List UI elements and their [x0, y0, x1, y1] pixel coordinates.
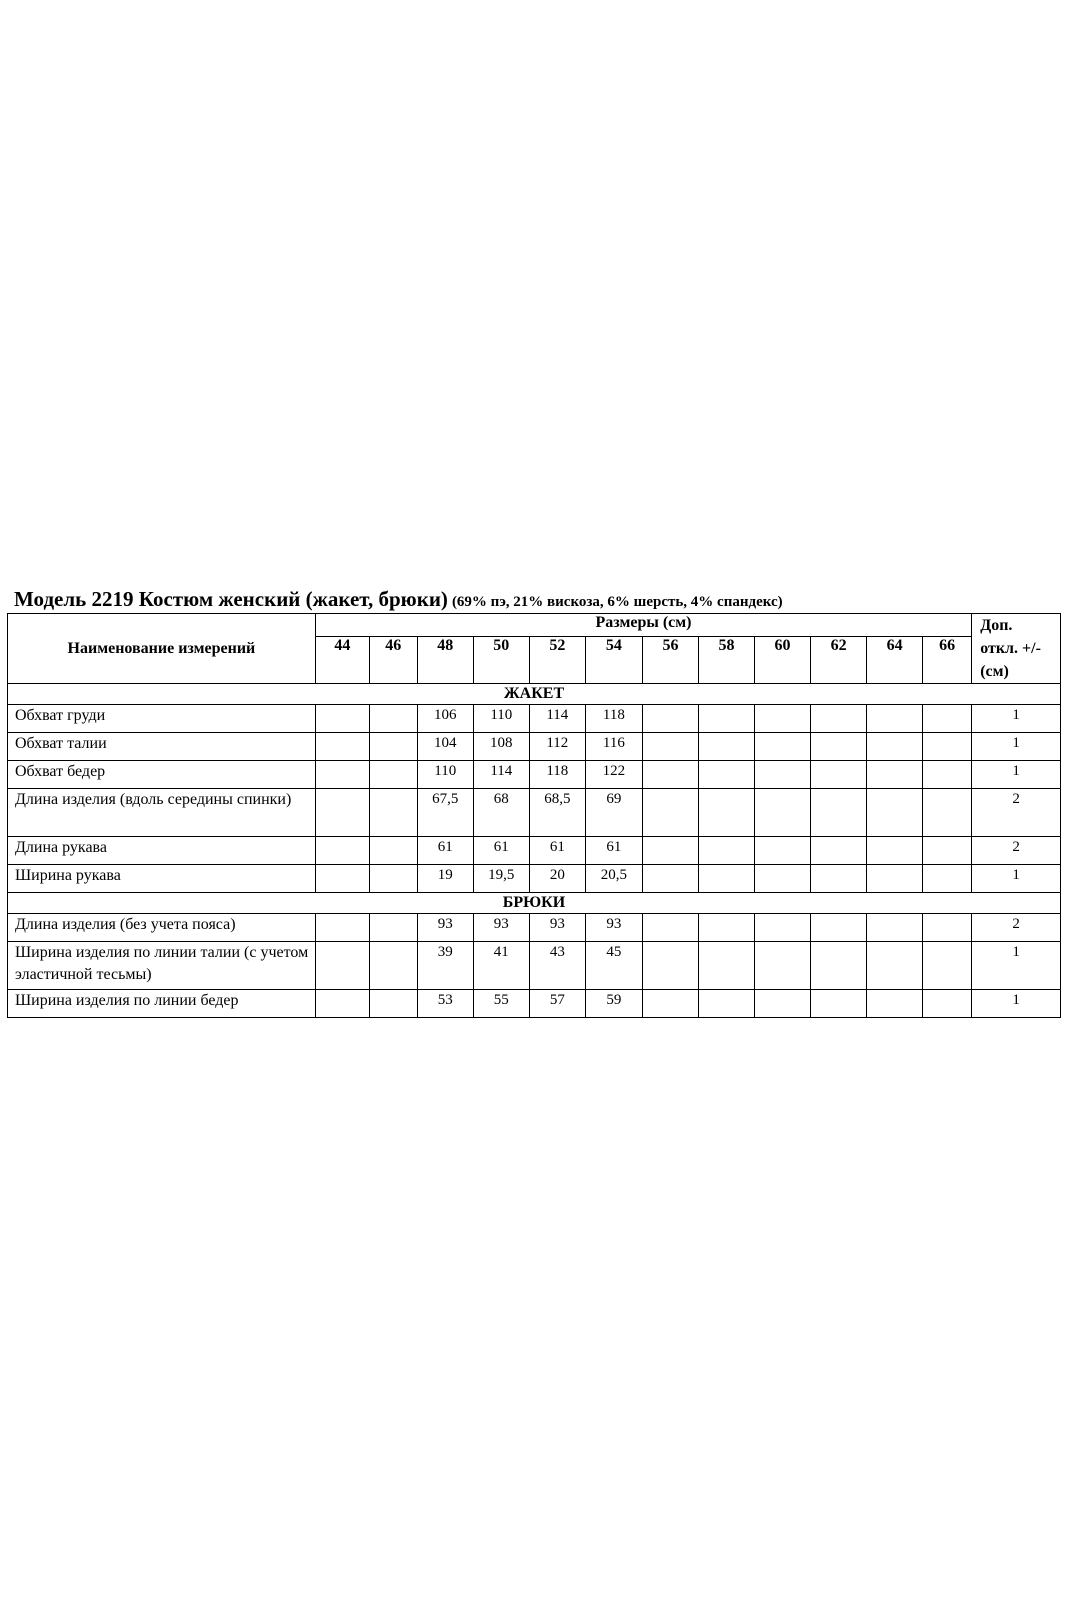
- measurement-value: [867, 865, 923, 893]
- measurement-value: [811, 761, 867, 789]
- measurement-value: 69: [585, 789, 642, 837]
- measurement-value: 67,5: [417, 789, 473, 837]
- measurement-value: [755, 865, 811, 893]
- measurement-value: 112: [529, 733, 585, 761]
- measurement-value: [369, 914, 417, 942]
- measurement-value: [642, 789, 698, 837]
- measurement-value: [811, 733, 867, 761]
- measurement-value: [369, 865, 417, 893]
- measurement-value: [698, 761, 754, 789]
- size-header-cell: 64: [867, 636, 923, 683]
- tolerance-value: 1: [972, 705, 1061, 733]
- measurement-value: [755, 761, 811, 789]
- measurement-value: [698, 789, 754, 837]
- measurement-value: [923, 837, 972, 865]
- measurement-value: 61: [529, 837, 585, 865]
- measurement-value: [923, 705, 972, 733]
- measurement-value: [698, 733, 754, 761]
- measurement-value: [315, 789, 369, 837]
- measurement-value: 59: [585, 990, 642, 1018]
- tolerance-value: 1: [972, 865, 1061, 893]
- measurement-name: Длина изделия (без учета пояса): [8, 914, 316, 942]
- measurement-value: [642, 865, 698, 893]
- table-row: [8, 914, 1061, 942]
- section-title: БРЮКИ: [8, 893, 1061, 914]
- measurement-value: 61: [585, 837, 642, 865]
- measurement-value: [867, 789, 923, 837]
- measurement-name-header: Наименование измерений: [8, 614, 316, 684]
- measurement-value: 93: [529, 914, 585, 942]
- measurement-name: Обхват талии: [8, 733, 316, 761]
- measurement-value: [867, 942, 923, 990]
- measurement-name: Ширина рукава: [8, 865, 316, 893]
- sizes-header: Размеры (см): [315, 614, 971, 637]
- tolerance-value: 1: [972, 942, 1061, 990]
- measurement-value: [755, 942, 811, 990]
- measurement-value: [315, 990, 369, 1018]
- size-header-cell: 62: [811, 636, 867, 683]
- measurement-value: 116: [585, 733, 642, 761]
- measurement-value: [811, 789, 867, 837]
- measurement-value: [755, 733, 811, 761]
- measurement-name: Длина изделия (вдоль середины спинки): [8, 789, 316, 837]
- measurement-value: [867, 761, 923, 789]
- measurement-value: 93: [473, 914, 529, 942]
- measurement-value: [811, 942, 867, 990]
- measurement-name: Ширина изделия по линии талии (с учетом эластичной тесьмы): [8, 942, 316, 990]
- measurement-name: Ширина изделия по линии бедер: [8, 990, 316, 1018]
- table-row: [8, 789, 1061, 837]
- measurement-value: 53: [417, 990, 473, 1018]
- section-row: [8, 684, 1061, 705]
- table-row: [8, 761, 1061, 789]
- size-header-cell: 56: [642, 636, 698, 683]
- section-title: ЖАКЕТ: [8, 684, 1061, 705]
- measurement-value: [369, 837, 417, 865]
- measurement-value: [867, 914, 923, 942]
- measurement-value: 122: [585, 761, 642, 789]
- measurement-value: [642, 914, 698, 942]
- table-row: [8, 837, 1061, 865]
- table-row: [8, 705, 1061, 733]
- measurement-value: [811, 914, 867, 942]
- measurement-value: [315, 942, 369, 990]
- tolerance-value: 2: [972, 914, 1061, 942]
- measurement-value: [923, 761, 972, 789]
- model-title: Модель 2219 Костюм женский (жакет, брюки): [14, 587, 448, 611]
- measurement-value: 114: [529, 705, 585, 733]
- measurement-value: [698, 837, 754, 865]
- measurement-value: 93: [417, 914, 473, 942]
- measurement-value: [755, 837, 811, 865]
- measurement-value: 55: [473, 990, 529, 1018]
- size-header-cell: 54: [585, 636, 642, 683]
- size-header-cell: 50: [473, 636, 529, 683]
- measurement-value: 118: [529, 761, 585, 789]
- measurement-value: 110: [473, 705, 529, 733]
- measurement-value: 57: [529, 990, 585, 1018]
- tolerance-header: [972, 614, 1061, 684]
- measurement-value: [811, 837, 867, 865]
- measurement-value: [315, 914, 369, 942]
- measurement-value: [755, 705, 811, 733]
- measurement-value: 93: [585, 914, 642, 942]
- measurement-value: [755, 914, 811, 942]
- measurement-value: [698, 942, 754, 990]
- size-header-cell: 66: [923, 636, 972, 683]
- measurement-value: 104: [417, 733, 473, 761]
- measurement-value: [315, 705, 369, 733]
- measurement-value: 20: [529, 865, 585, 893]
- measurement-value: [923, 942, 972, 990]
- measurement-value: [867, 733, 923, 761]
- measurement-value: [642, 837, 698, 865]
- size-header-cell: 52: [529, 636, 585, 683]
- size-header-cell: 46: [369, 636, 417, 683]
- page-title: [14, 587, 1054, 612]
- measurement-value: [923, 914, 972, 942]
- measurement-value: [642, 705, 698, 733]
- measurement-value: 19,5: [473, 865, 529, 893]
- measurement-value: [369, 789, 417, 837]
- measurement-value: 39: [417, 942, 473, 990]
- tolerance-value: 2: [972, 789, 1061, 837]
- tolerance-value: 1: [972, 733, 1061, 761]
- tolerance-header-line: откл. +/-: [980, 640, 1041, 657]
- table-row: [8, 990, 1061, 1018]
- tolerance-header-line: (см): [980, 663, 1009, 680]
- measurement-value: [315, 733, 369, 761]
- measurement-value: 45: [585, 942, 642, 990]
- table-row: [8, 942, 1061, 990]
- tolerance-value: 1: [972, 761, 1061, 789]
- measurement-value: 61: [417, 837, 473, 865]
- measurement-value: [642, 942, 698, 990]
- measurement-value: [369, 942, 417, 990]
- measurement-value: [642, 990, 698, 1018]
- tolerance-value: 1: [972, 990, 1061, 1018]
- measurement-value: [923, 865, 972, 893]
- measurement-value: [698, 705, 754, 733]
- measurement-value: 114: [473, 761, 529, 789]
- measurement-value: [811, 865, 867, 893]
- tolerance-header-line: Доп.: [980, 617, 1013, 634]
- measurement-value: [923, 789, 972, 837]
- size-chart-table: [7, 613, 1061, 1018]
- measurement-name: Обхват груди: [8, 705, 316, 733]
- measurement-value: 43: [529, 942, 585, 990]
- measurement-value: [315, 761, 369, 789]
- measurement-value: [755, 789, 811, 837]
- measurement-value: [867, 705, 923, 733]
- measurement-value: 68,5: [529, 789, 585, 837]
- measurement-value: [369, 733, 417, 761]
- measurement-value: [369, 761, 417, 789]
- measurement-name: Обхват бедер: [8, 761, 316, 789]
- fabric-composition: (69% пэ, 21% вискоза, 6% шерсть, 4% спандекс): [451, 594, 783, 610]
- section-row: [8, 893, 1061, 914]
- measurement-value: [315, 865, 369, 893]
- measurement-value: 61: [473, 837, 529, 865]
- measurement-value: 118: [585, 705, 642, 733]
- size-header-cell: 44: [315, 636, 369, 683]
- measurement-value: [867, 837, 923, 865]
- measurement-value: [369, 705, 417, 733]
- table-row: [8, 865, 1061, 893]
- tolerance-value: 2: [972, 837, 1061, 865]
- size-header-cell: 60: [755, 636, 811, 683]
- measurement-value: [698, 865, 754, 893]
- table-row: [8, 733, 1061, 761]
- measurement-value: [698, 914, 754, 942]
- measurement-value: [923, 990, 972, 1018]
- measurement-value: [369, 990, 417, 1018]
- measurement-value: [315, 837, 369, 865]
- size-header-cell: 58: [698, 636, 754, 683]
- measurement-value: [755, 990, 811, 1018]
- measurement-value: [867, 990, 923, 1018]
- measurement-value: [698, 990, 754, 1018]
- measurement-value: 106: [417, 705, 473, 733]
- measurement-value: [642, 761, 698, 789]
- measurement-value: 110: [417, 761, 473, 789]
- measurement-value: [642, 733, 698, 761]
- measurement-value: 41: [473, 942, 529, 990]
- measurement-name: Длина рукава: [8, 837, 316, 865]
- measurement-value: 108: [473, 733, 529, 761]
- measurement-value: [811, 990, 867, 1018]
- size-header-cell: 48: [417, 636, 473, 683]
- measurement-value: 19: [417, 865, 473, 893]
- measurement-value: 68: [473, 789, 529, 837]
- measurement-value: [923, 733, 972, 761]
- measurement-value: [811, 705, 867, 733]
- measurement-value: 20,5: [585, 865, 642, 893]
